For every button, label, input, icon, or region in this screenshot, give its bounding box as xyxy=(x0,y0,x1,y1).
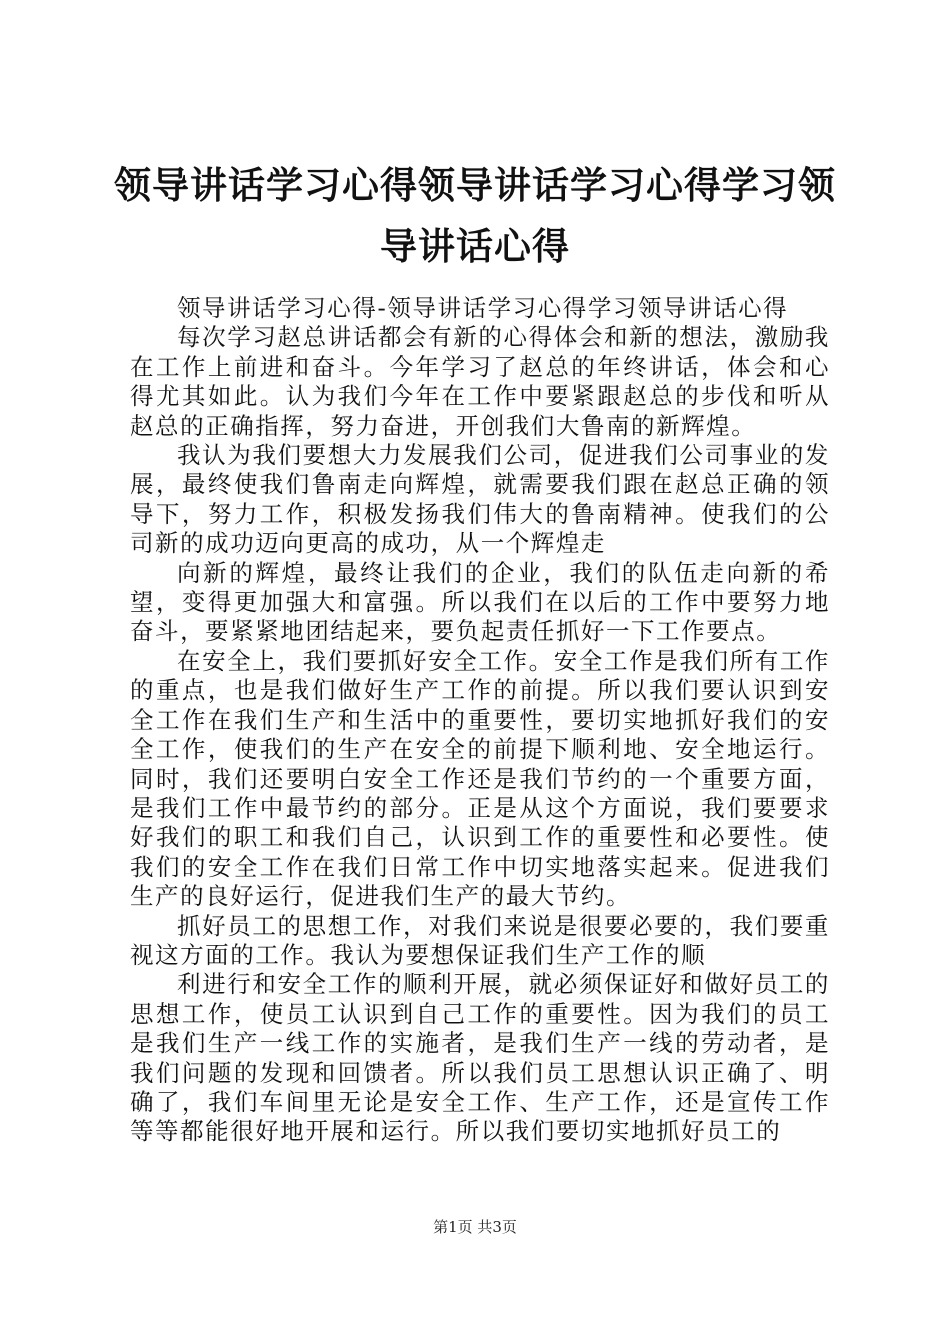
page-footer: 第1页 共3页 xyxy=(433,1218,517,1236)
paragraph: 每次学习赵总讲话都会有新的心得体会和新的想法，激励我在工作上前进和奋斗。今年学习了赵总的年终讲话，体会和心得尤其如此。认为我们今年在工作中要紧跟赵总的步伐和听从赵总的正确指挥，努力奋进，开创我们大鲁南的新辉煌。 xyxy=(130,323,830,440)
document-title: 领导讲话学习心得领导讲话学习心得学习领导讲话心得 xyxy=(114,163,836,268)
paragraph: 利进行和安全工作的顺利开展，就必须保证好和做好员工的思想工作，使员工认识到自己工作的重要性。因为我们的员工是我们生产一线工作的实施者，是我们生产一线的劳动者，是我们问题的发现和回馈者。所以我们员工思想认识正确了、明确了，我们车间里无论是安全工作、生产工作，还是宣传工作等等都能很好地开展和运行。所以我们要切实地抓好员工的 xyxy=(130,970,830,1146)
paragraph: 向新的辉煌，最终让我们的企业，我们的队伍走向新的希望，变得更加强大和富强。所以我们在以后的工作中要努力地奋斗，要紧紧地团结起来，要负起责任抓好一下工作要点。 xyxy=(130,558,830,646)
paragraph: 我认为我们要想大力发展我们公司，促进我们公司事业的发展，最终使我们鲁南走向辉煌，就需要我们跟在赵总正确的领导下，努力工作，积极发扬我们伟大的鲁南精神。使我们的公司新的成功迈向更高的成功，从一个辉煌走 xyxy=(130,441,830,558)
paragraph: 抓好员工的思想工作，对我们来说是很要必要的，我们要重视这方面的工作。我认为要想保证我们生产工作的顺 xyxy=(130,911,830,969)
paragraph: 在安全上，我们要抓好安全工作。安全工作是我们所有工作的重点，也是我们做好生产工作的前提。所以我们要认识到安全工作在我们生产和生活中的重要性，要切实地抓好我们的安全工作，使我们的生产在安全的前提下顺利地、安全地运行。同时，我们还要明白安全工作还是我们节约的一个重要方面，是我们工作中最节约的部分。正是从这个方面说，我们要要求好我们的职工和我们自己，认识到工作的重要性和必要性。使我们的安全工作在我们日常工作中切实地落实起来。促进我们生产的良好运行，促进我们生产的最大节约。 xyxy=(130,646,830,911)
document-body xyxy=(130,294,830,1147)
paragraph-subtitle: 领导讲话学习心得-领导讲话学习心得学习领导讲话心得 xyxy=(177,294,789,322)
